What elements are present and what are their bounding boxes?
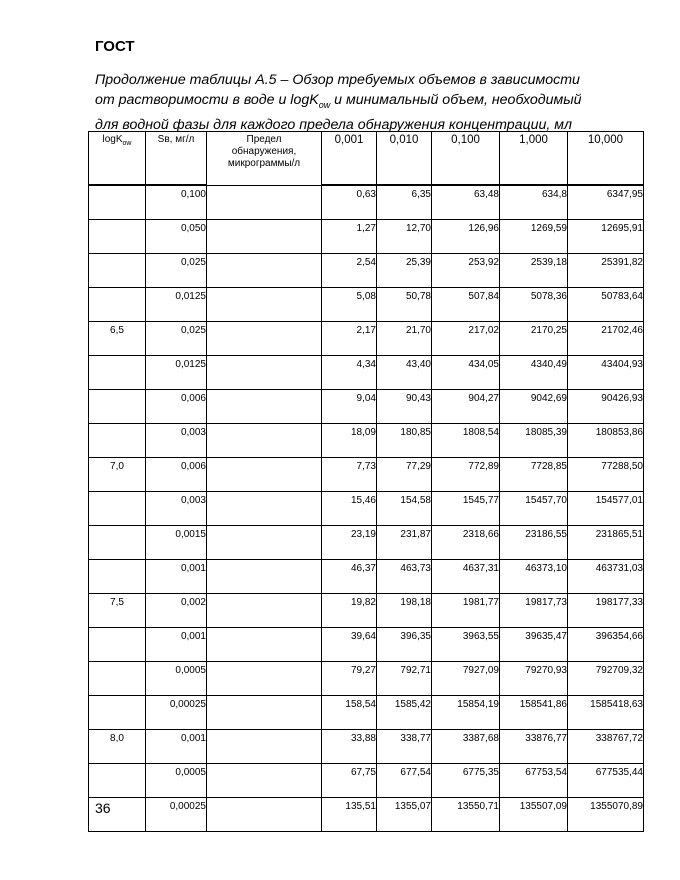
header-sw: Sв, мг/л	[146, 132, 207, 186]
logkow-cell	[89, 185, 146, 220]
logkow-cell	[89, 356, 146, 390]
sw-cell: 0,0125	[146, 288, 207, 322]
volume-cell: 90426,93	[568, 390, 644, 424]
volume-cell: 9,04	[322, 390, 377, 424]
sw-cell: 0,00025	[146, 696, 207, 730]
volume-cell: 50783,64	[568, 288, 644, 322]
table-row	[89, 594, 644, 628]
volume-cell: 158,54	[322, 696, 377, 730]
volume-cell: 253,92	[432, 254, 500, 288]
logkow-cell	[89, 662, 146, 696]
detection-limit-cell	[207, 798, 322, 832]
volume-cell: 434,05	[432, 356, 500, 390]
volume-cell: 50,78	[377, 288, 432, 322]
volume-cell: 7927,09	[432, 662, 500, 696]
volume-cell: 463731,03	[568, 560, 644, 594]
detection-limit-cell	[207, 356, 322, 390]
detection-limit-cell	[207, 730, 322, 764]
table-row	[89, 730, 644, 764]
logkow-cell	[89, 628, 146, 662]
volume-cell: 135507,09	[500, 798, 568, 832]
volume-cell: 1585418,63	[568, 696, 644, 730]
volume-cell: 67753,54	[500, 764, 568, 798]
table-row	[89, 356, 644, 390]
volume-cell: 5078,36	[500, 288, 568, 322]
volume-cell: 39635,47	[500, 628, 568, 662]
volume-cell: 904,27	[432, 390, 500, 424]
table-row	[89, 526, 644, 560]
table-row	[89, 322, 644, 356]
sw-cell: 0,003	[146, 424, 207, 458]
volume-cell: 5,08	[322, 288, 377, 322]
volume-cell: 0,63	[322, 185, 377, 220]
table-row	[89, 458, 644, 492]
volume-cell: 19,82	[322, 594, 377, 628]
volume-cell: 198177,33	[568, 594, 644, 628]
volume-cell: 154577,01	[568, 492, 644, 526]
sw-cell: 0,025	[146, 322, 207, 356]
detection-limit-cell	[207, 628, 322, 662]
caption-line-2	[95, 90, 640, 115]
sw-cell: 0,006	[146, 390, 207, 424]
volume-cell: 180853,86	[568, 424, 644, 458]
volume-cell: 634,8	[500, 185, 568, 220]
sw-cell: 0,00025	[146, 798, 207, 832]
sw-cell: 0,003	[146, 492, 207, 526]
volume-cell: 154,58	[377, 492, 432, 526]
header-logkow: logK$_{ow}$	[89, 132, 146, 186]
detection-limit-cell	[207, 288, 322, 322]
volume-cell: 3963,55	[432, 628, 500, 662]
volume-cell: 396354,66	[568, 628, 644, 662]
table-row	[89, 560, 644, 594]
sw-cell: 0,0005	[146, 662, 207, 696]
volumes-table	[88, 131, 644, 832]
detection-limit-cell	[207, 424, 322, 458]
sw-cell: 0,050	[146, 220, 207, 254]
logkow-cell: 7,0	[89, 458, 146, 492]
table-row	[89, 185, 644, 220]
volume-cell: 77,29	[377, 458, 432, 492]
detection-limit-cell	[207, 220, 322, 254]
volume-cell: 21,70	[377, 322, 432, 356]
volume-cell: 33876,77	[500, 730, 568, 764]
volume-cell: 9042,69	[500, 390, 568, 424]
sw-cell: 0,006	[146, 458, 207, 492]
logkow-cell	[89, 390, 146, 424]
detection-limit-cell	[207, 254, 322, 288]
logkow-cell	[89, 288, 146, 322]
volume-cell: 1269,59	[500, 220, 568, 254]
volume-cell: 6775,35	[432, 764, 500, 798]
caption-line-2-end: и минимальный объем, необходимый	[330, 92, 582, 108]
volume-cell: 23,19	[322, 526, 377, 560]
volume-cell: 507,84	[432, 288, 500, 322]
volume-cell: 12,70	[377, 220, 432, 254]
detection-limit-cell	[207, 696, 322, 730]
sw-cell: 0,001	[146, 628, 207, 662]
volume-cell: 77288,50	[568, 458, 644, 492]
volume-cell: 43404,93	[568, 356, 644, 390]
volume-cell: 1981,77	[432, 594, 500, 628]
detection-limit-cell	[207, 390, 322, 424]
caption-line-2-start: от растворимости в воде и logK	[95, 92, 319, 108]
volume-cell: 135,51	[322, 798, 377, 832]
detection-limit-cell	[207, 492, 322, 526]
sw-cell: 0,025	[146, 254, 207, 288]
volume-cell: 772,89	[432, 458, 500, 492]
volume-cell: 13550,71	[432, 798, 500, 832]
volume-cell: 1355070,89	[568, 798, 644, 832]
table-row	[89, 798, 644, 832]
volume-cell: 4,34	[322, 356, 377, 390]
volume-cell: 1808,54	[432, 424, 500, 458]
volume-cell: 677,54	[377, 764, 432, 798]
volume-cell: 2170,25	[500, 322, 568, 356]
sw-cell: 0,0005	[146, 764, 207, 798]
volume-cell: 7728,85	[500, 458, 568, 492]
volume-cell: 792,71	[377, 662, 432, 696]
logkow-cell: 8,0	[89, 730, 146, 764]
caption-line-3: для водной фазы для каждого предела обнаружения концентрации, мл	[95, 116, 573, 133]
table-caption	[95, 70, 640, 135]
header-col-0001: 0,001	[322, 132, 377, 186]
volume-cell: 90,43	[377, 390, 432, 424]
volume-cell: 198,18	[377, 594, 432, 628]
volume-cell: 4340,49	[500, 356, 568, 390]
logkow-cell	[89, 764, 146, 798]
header-col-0010: 0,010	[377, 132, 432, 186]
volume-cell: 18085,39	[500, 424, 568, 458]
sw-cell: 0,0015	[146, 526, 207, 560]
logkow-cell	[89, 560, 146, 594]
volume-cell: 158541,86	[500, 696, 568, 730]
volume-cell: 15,46	[322, 492, 377, 526]
logkow-cell	[89, 696, 146, 730]
volume-cell: 217,02	[432, 322, 500, 356]
volume-cell: 2,54	[322, 254, 377, 288]
volume-cell: 12695,91	[568, 220, 644, 254]
volume-cell: 180,85	[377, 424, 432, 458]
table-row	[89, 288, 644, 322]
caption-line-1: Продолжение таблицы А.5 – Обзор требуемых объемов в зависимости	[95, 72, 580, 88]
volume-cell: 15854,19	[432, 696, 500, 730]
volume-cell: 21702,46	[568, 322, 644, 356]
volume-cell: 2318,66	[432, 526, 500, 560]
volume-cell: 63,48	[432, 185, 500, 220]
volume-cell: 79270,93	[500, 662, 568, 696]
volume-cell: 231,87	[377, 526, 432, 560]
table-row	[89, 628, 644, 662]
volume-cell: 6,35	[377, 185, 432, 220]
volume-cell: 2539,18	[500, 254, 568, 288]
table-body	[89, 185, 644, 832]
logkow-cell: 6,5	[89, 322, 146, 356]
volume-cell: 79,27	[322, 662, 377, 696]
header-detection-limit: Предел обнаружения, микрограммы/л	[207, 132, 322, 186]
volume-cell: 126,96	[432, 220, 500, 254]
document-header: ГОСТ	[95, 38, 135, 55]
volume-cell: 15457,70	[500, 492, 568, 526]
table-row	[89, 390, 644, 424]
volume-cell: 396,35	[377, 628, 432, 662]
volume-cell: 33,88	[322, 730, 377, 764]
sw-cell: 0,002	[146, 594, 207, 628]
volume-cell: 6347,95	[568, 185, 644, 220]
volume-cell: 19817,73	[500, 594, 568, 628]
detection-limit-cell	[207, 185, 322, 220]
table-row	[89, 254, 644, 288]
detection-limit-cell	[207, 458, 322, 492]
volume-cell: 18,09	[322, 424, 377, 458]
volume-cell: 1545,77	[432, 492, 500, 526]
volume-cell: 67,75	[322, 764, 377, 798]
logkow-cell	[89, 424, 146, 458]
volume-cell: 231865,51	[568, 526, 644, 560]
volume-cell: 46373,10	[500, 560, 568, 594]
logkow-cell	[89, 526, 146, 560]
volume-cell: 23186,55	[500, 526, 568, 560]
volume-cell: 4637,31	[432, 560, 500, 594]
volume-cell: 1585,42	[377, 696, 432, 730]
caption-subscript: ow	[318, 99, 331, 110]
detection-limit-cell	[207, 560, 322, 594]
header-col-0100: 0,100	[432, 132, 500, 186]
header-col-10000: 10,000	[568, 132, 644, 186]
sw-cell: 0,100	[146, 185, 207, 220]
volume-cell: 39,64	[322, 628, 377, 662]
table-row	[89, 696, 644, 730]
sw-cell: 0,001	[146, 730, 207, 764]
volume-cell: 2,17	[322, 322, 377, 356]
sw-cell: 0,001	[146, 560, 207, 594]
volume-cell: 7,73	[322, 458, 377, 492]
table-header-row	[89, 132, 644, 186]
volume-cell: 463,73	[377, 560, 432, 594]
volume-cell: 338,77	[377, 730, 432, 764]
volume-cell: 338767,72	[568, 730, 644, 764]
logkow-cell	[89, 492, 146, 526]
detection-limit-cell	[207, 662, 322, 696]
sw-cell: 0,0125	[146, 356, 207, 390]
volume-cell: 792709,32	[568, 662, 644, 696]
detection-limit-cell	[207, 322, 322, 356]
volume-cell: 3387,68	[432, 730, 500, 764]
volume-cell: 1355,07	[377, 798, 432, 832]
logkow-cell	[89, 220, 146, 254]
volume-cell: 1,27	[322, 220, 377, 254]
detection-limit-cell	[207, 764, 322, 798]
volume-cell: 46,37	[322, 560, 377, 594]
volume-cell: 25,39	[377, 254, 432, 288]
detection-limit-cell	[207, 526, 322, 560]
volume-cell: 25391,82	[568, 254, 644, 288]
table-row	[89, 220, 644, 254]
table-row	[89, 764, 644, 798]
table-row	[89, 424, 644, 458]
page-number: 36	[95, 800, 111, 816]
volume-cell: 43,40	[377, 356, 432, 390]
volume-cell: 677535,44	[568, 764, 644, 798]
logkow-cell: 7,5	[89, 594, 146, 628]
table-row	[89, 662, 644, 696]
header-col-1000: 1,000	[500, 132, 568, 186]
detection-limit-cell	[207, 594, 322, 628]
table-row	[89, 492, 644, 526]
logkow-cell	[89, 254, 146, 288]
